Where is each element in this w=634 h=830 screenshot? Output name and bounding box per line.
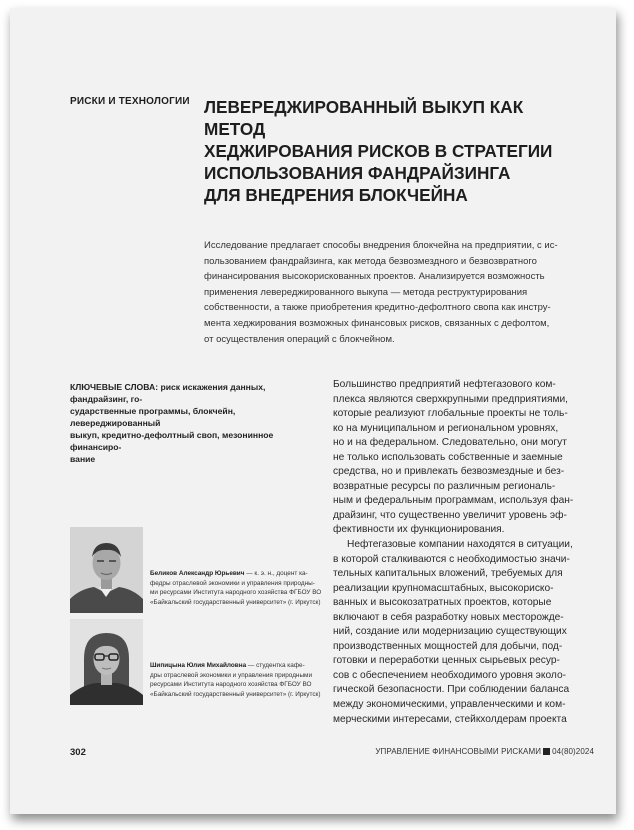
title-line: ДЛЯ ВНЕДРЕНИЯ БЛОКЧЕЙНА [204,185,468,205]
journal-issue: 04(80)2024 [552,747,594,756]
body-line: не только использовать собственные и заемные [333,451,563,463]
abstract-line: Исследование предлагает способы внедрения блокчейна на предприятии, с ис- [204,240,558,251]
author-bio-line: ми ресурсами Института народного хозяйства ФГБОУ ВО [150,589,322,597]
journal-name: УПРАВЛЕНИЕ ФИНАНСОВЫМИ РИСКАМИ [375,747,542,756]
body-line: тельных капитальных вложений, требуемых для [333,568,563,580]
author-bio-line: «Байкальский государственный университет» (г. Иркутск) [150,691,321,699]
body-line: готовки и переработки ценных сырьевых ресур- [333,655,560,667]
keywords-line: выкуп, кредитно-дефолтный своп, мезонинное финансиро- [70,430,274,452]
body-line: между экономическими, управленческими и ком- [333,699,566,711]
body-line: сов с обеспечением необходимого уровня эколо- [333,669,567,681]
body-line: гической безопасности. При соблюдении баланса [333,684,570,696]
author-bio-line: «Байкальский государственный университет» (г. Иркутск) [150,599,321,607]
body-line: ванных и высокозатратных проектов, которые [333,597,552,609]
body-line: ний, создание или модернизацию существующих [333,626,567,638]
body-line: Нефтегазовые компании находятся в ситуации, [347,539,573,551]
body-line: фективности их функционирования. [333,524,505,536]
author-name: Беликов Александр Юрьевич [150,570,245,577]
body-text [333,378,581,727]
author-bio-line: дры отраслевой экономики и управления природными [150,671,313,679]
keywords-line: КЛЮЧЕВЫЕ СЛОВА: риск искажения данных, фандрайзинг, го- [70,382,266,404]
body-line: драйзинг, что существенно увеличит уровень эф- [333,509,567,521]
author-info [150,661,322,700]
author-bio-line: ресурсами Института народного хозяйства ФГБОУ ВО [150,681,312,689]
section-label: РИСКИ И ТЕХНОЛОГИИ [70,96,190,107]
page-number: 302 [70,747,86,758]
abstract-line: применения левереджированного выкупа — метода реструктурирования [204,286,528,298]
author-info [150,569,322,608]
author-photo [70,619,143,705]
body-line: возвратные ресурсы по различным региональ- [333,480,556,492]
author-bio-line: федры отраслевой экономики и управления природны- [150,579,315,587]
abstract [204,238,571,347]
article-title [204,96,564,206]
author-name: Шипицына Юлия Михайловна [150,662,247,669]
abstract-line: финансирования высокорискованных проектов. Анализируется возможность [204,271,545,283]
abstract-line: пользованием фандрайзинга, как метода безвозмездного и безвозвратного [204,255,537,267]
body-line: реализации крупномасштабных, высокориско- [333,582,554,594]
body-line: Большинство предприятий нефтегазового ком- [333,379,556,390]
body-line: средства, но и привлекать безвозмездные и без- [333,466,565,478]
keywords-line: сударственные программы, блокчейн, левереджированный [70,406,236,428]
journal-footer [375,747,594,756]
body-line: в которой сталкиваются с необходимостью значи- [333,553,570,565]
body-line: плекса являются сверхкрупными предприятиями, [333,393,569,405]
keywords [70,381,308,465]
body-line: ко на муниципальном и региональном уровнях, [333,422,559,434]
body-line: которые реализуют глобальные проекты не толь- [333,408,568,420]
separator-square-icon [543,748,550,755]
abstract-line: от осуществления операций с блокчейном. [204,333,395,345]
abstract-line: собственности, а также приобретения кредитно-дефолтного свопа как инстру- [204,302,551,314]
title-line: ИСПОЛЬЗОВАНИЯ ФАНДРАЙЗИНГА [204,163,511,183]
body-line: но и на федеральном. Следовательно, они могут [333,437,567,449]
body-line: ным и федеральным программам, используя фан- [333,495,574,507]
author-bio-line: — к. э. н., доцент ка- [244,570,308,577]
title-line: ЛЕВЕРЕДЖИРОВАННЫЙ ВЫКУП КАК МЕТОД [204,97,524,139]
author-bio-line: — студентка кафе- [246,662,305,669]
body-line: включают в себя разработку новых месторожде- [333,611,564,623]
body-line: производственных мощностей для добычи, под- [333,640,563,652]
keywords-line: вание [70,454,96,464]
body-line: мерческими интересами, стейкхолдерам проекта [333,713,567,725]
title-line: ХЕДЖИРОВАНИЯ РИСКОВ В СТРАТЕГИИ [204,141,553,161]
author-photo [70,527,143,613]
abstract-line: мента хеджирования возможных финансовых рисков, связанных с дефолтом, [204,317,550,329]
